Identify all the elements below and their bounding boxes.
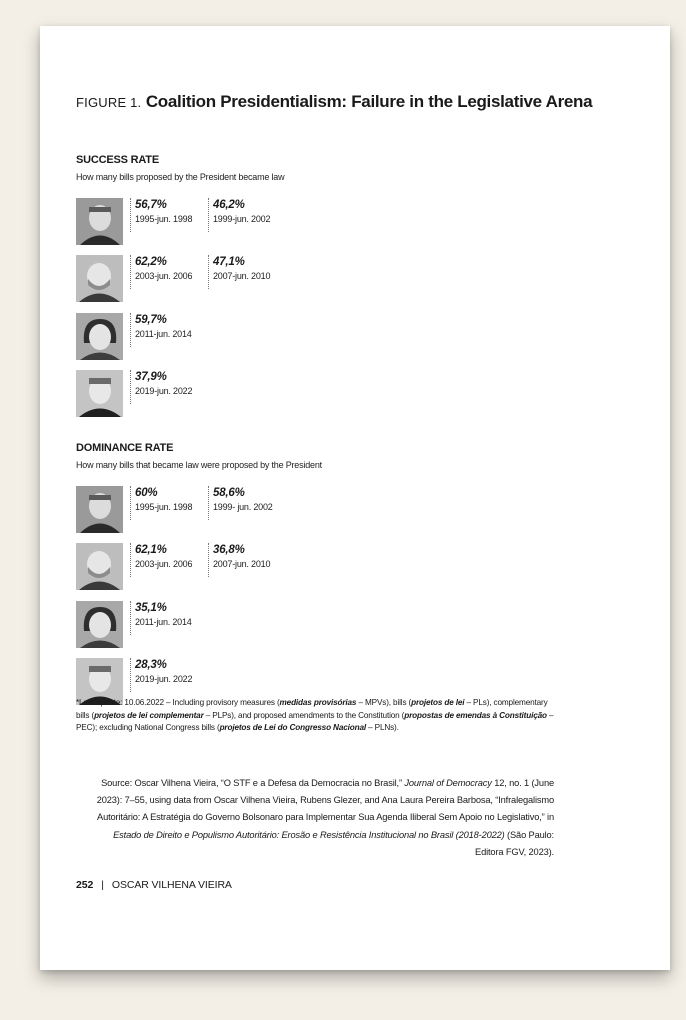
source-book-title: Estado de Direito e Populismo Autoritário: Erosão e Resistência Institucional no Brasil (2018-2022): [113, 829, 505, 840]
dominance-stat: [130, 486, 192, 520]
success-percentage: 46,2%: [213, 199, 245, 211]
success-percentage: 62,2%: [135, 256, 167, 268]
dominance-period: 2011-jun. 2014: [135, 617, 192, 627]
president-portrait-1: [76, 486, 123, 533]
success-percentage: 47,1%: [213, 256, 245, 268]
figure-heading: Coalition Presidentialism: Failure in the Legislative Arena: [145, 92, 593, 111]
page-footer: [76, 879, 232, 891]
success-period: 2011-jun. 2014: [135, 329, 192, 339]
dominance-stat: [130, 601, 192, 635]
president-portrait-2: [76, 255, 123, 302]
dominance-percentage: 28,3%: [135, 659, 167, 671]
figure-title: [76, 92, 592, 112]
success-period: 2007-jun. 2010: [213, 271, 271, 281]
dominance-rate-title: DOMINANCE RATE: [76, 442, 174, 454]
footnote-text: – PLs), complementary bills (: [76, 698, 548, 720]
dominance-stat: [130, 543, 192, 577]
page-number: 252: [76, 879, 94, 891]
success-rate-subtitle: How many bills proposed by the President became law: [76, 172, 285, 182]
president-portrait-3: [76, 313, 123, 360]
footer-separator: |: [101, 879, 104, 891]
dominance-period: 2003-jun. 2006: [135, 559, 193, 569]
dominance-stat: [208, 543, 270, 577]
footnote-text: – MPVs), bills (: [356, 698, 412, 707]
footnote-term: projetos de lei: [411, 698, 465, 707]
dominance-period: 1999- jun. 2002: [213, 502, 273, 512]
success-percentage: 59,7%: [135, 314, 167, 326]
footnote-term: medidas provisórias: [279, 698, 357, 707]
footnote-text: – PLPs), and proposed amendments to the Constitution (: [203, 710, 405, 720]
success-stat: [130, 370, 192, 404]
footnote-term: propostas de emendas à Constituição: [404, 710, 547, 720]
success-stat: [130, 198, 192, 232]
dominance-rate-subtitle: How many bills that became law were proposed by the President: [76, 460, 322, 470]
source-text: Source: Oscar Vilhena Vieira, “O STF e a Defesa da Democracia no Brasil,”: [101, 778, 405, 788]
footer-author: OSCAR VILHENA VIEIRA: [111, 879, 232, 891]
footnote-text: – PLNs).: [365, 723, 399, 732]
success-stat: [208, 255, 270, 289]
figure-label: FIGURE 1.: [76, 95, 142, 110]
dominance-period: 1995-jun. 1998: [135, 502, 193, 512]
dominance-period: 2007-jun. 2010: [213, 559, 271, 569]
success-period: 2019-jun. 2022: [135, 386, 193, 396]
success-period: 1995-jun. 1998: [135, 214, 193, 224]
footnote-term: projetos de lei complementar: [94, 710, 204, 720]
president-portrait-1: [76, 198, 123, 245]
source-citation: [96, 775, 554, 861]
dominance-percentage: 60%: [135, 487, 158, 499]
success-percentage: 37,9%: [135, 371, 167, 383]
success-period: 1999-jun. 2002: [213, 214, 271, 224]
dominance-percentage: 36,8%: [213, 544, 245, 556]
footnote-text: – PEC); excluding National Congress bills (: [76, 710, 554, 732]
success-period: 2003-jun. 2006: [135, 271, 193, 281]
source-journal: Journal of Democracy: [404, 778, 492, 788]
dominance-stat: [208, 486, 273, 520]
president-portrait-2: [76, 543, 123, 590]
president-portrait-3: [76, 601, 123, 648]
dominance-percentage: 58,6%: [213, 487, 245, 499]
footnote-term: projetos de Lei do Congresso Nacional: [219, 723, 366, 732]
dominance-percentage: 62,1%: [135, 544, 167, 556]
success-stat: [208, 198, 270, 232]
source-text: 12, no. 1 (June 2023): 7–55, using data from Oscar Vilhena Vieira, Rubens Glezer, and Ana Laura Pereira Barbosa, “Infralegalismo Autoritário: A Estratégia do Governo Bolsonaro para Implementar Sua Agenda Iliberal Sem Apoio no Legislativo,” in: [96, 778, 554, 823]
footnote: [76, 697, 556, 735]
success-rate-title: SUCCESS RATE: [76, 154, 159, 166]
dominance-period: 2019-jun. 2022: [135, 674, 193, 684]
success-stat: [130, 255, 192, 289]
president-portrait-4: [76, 370, 123, 417]
dominance-stat: [130, 658, 192, 692]
dominance-percentage: 35,1%: [135, 602, 167, 614]
footnote-text: *Last update: 10.06.2022 – Including provisory measures (: [76, 698, 280, 707]
source-text: (São Paulo: Editora FGV, 2023).: [475, 829, 554, 857]
success-stat: [130, 313, 192, 347]
success-percentage: 56,7%: [135, 199, 167, 211]
